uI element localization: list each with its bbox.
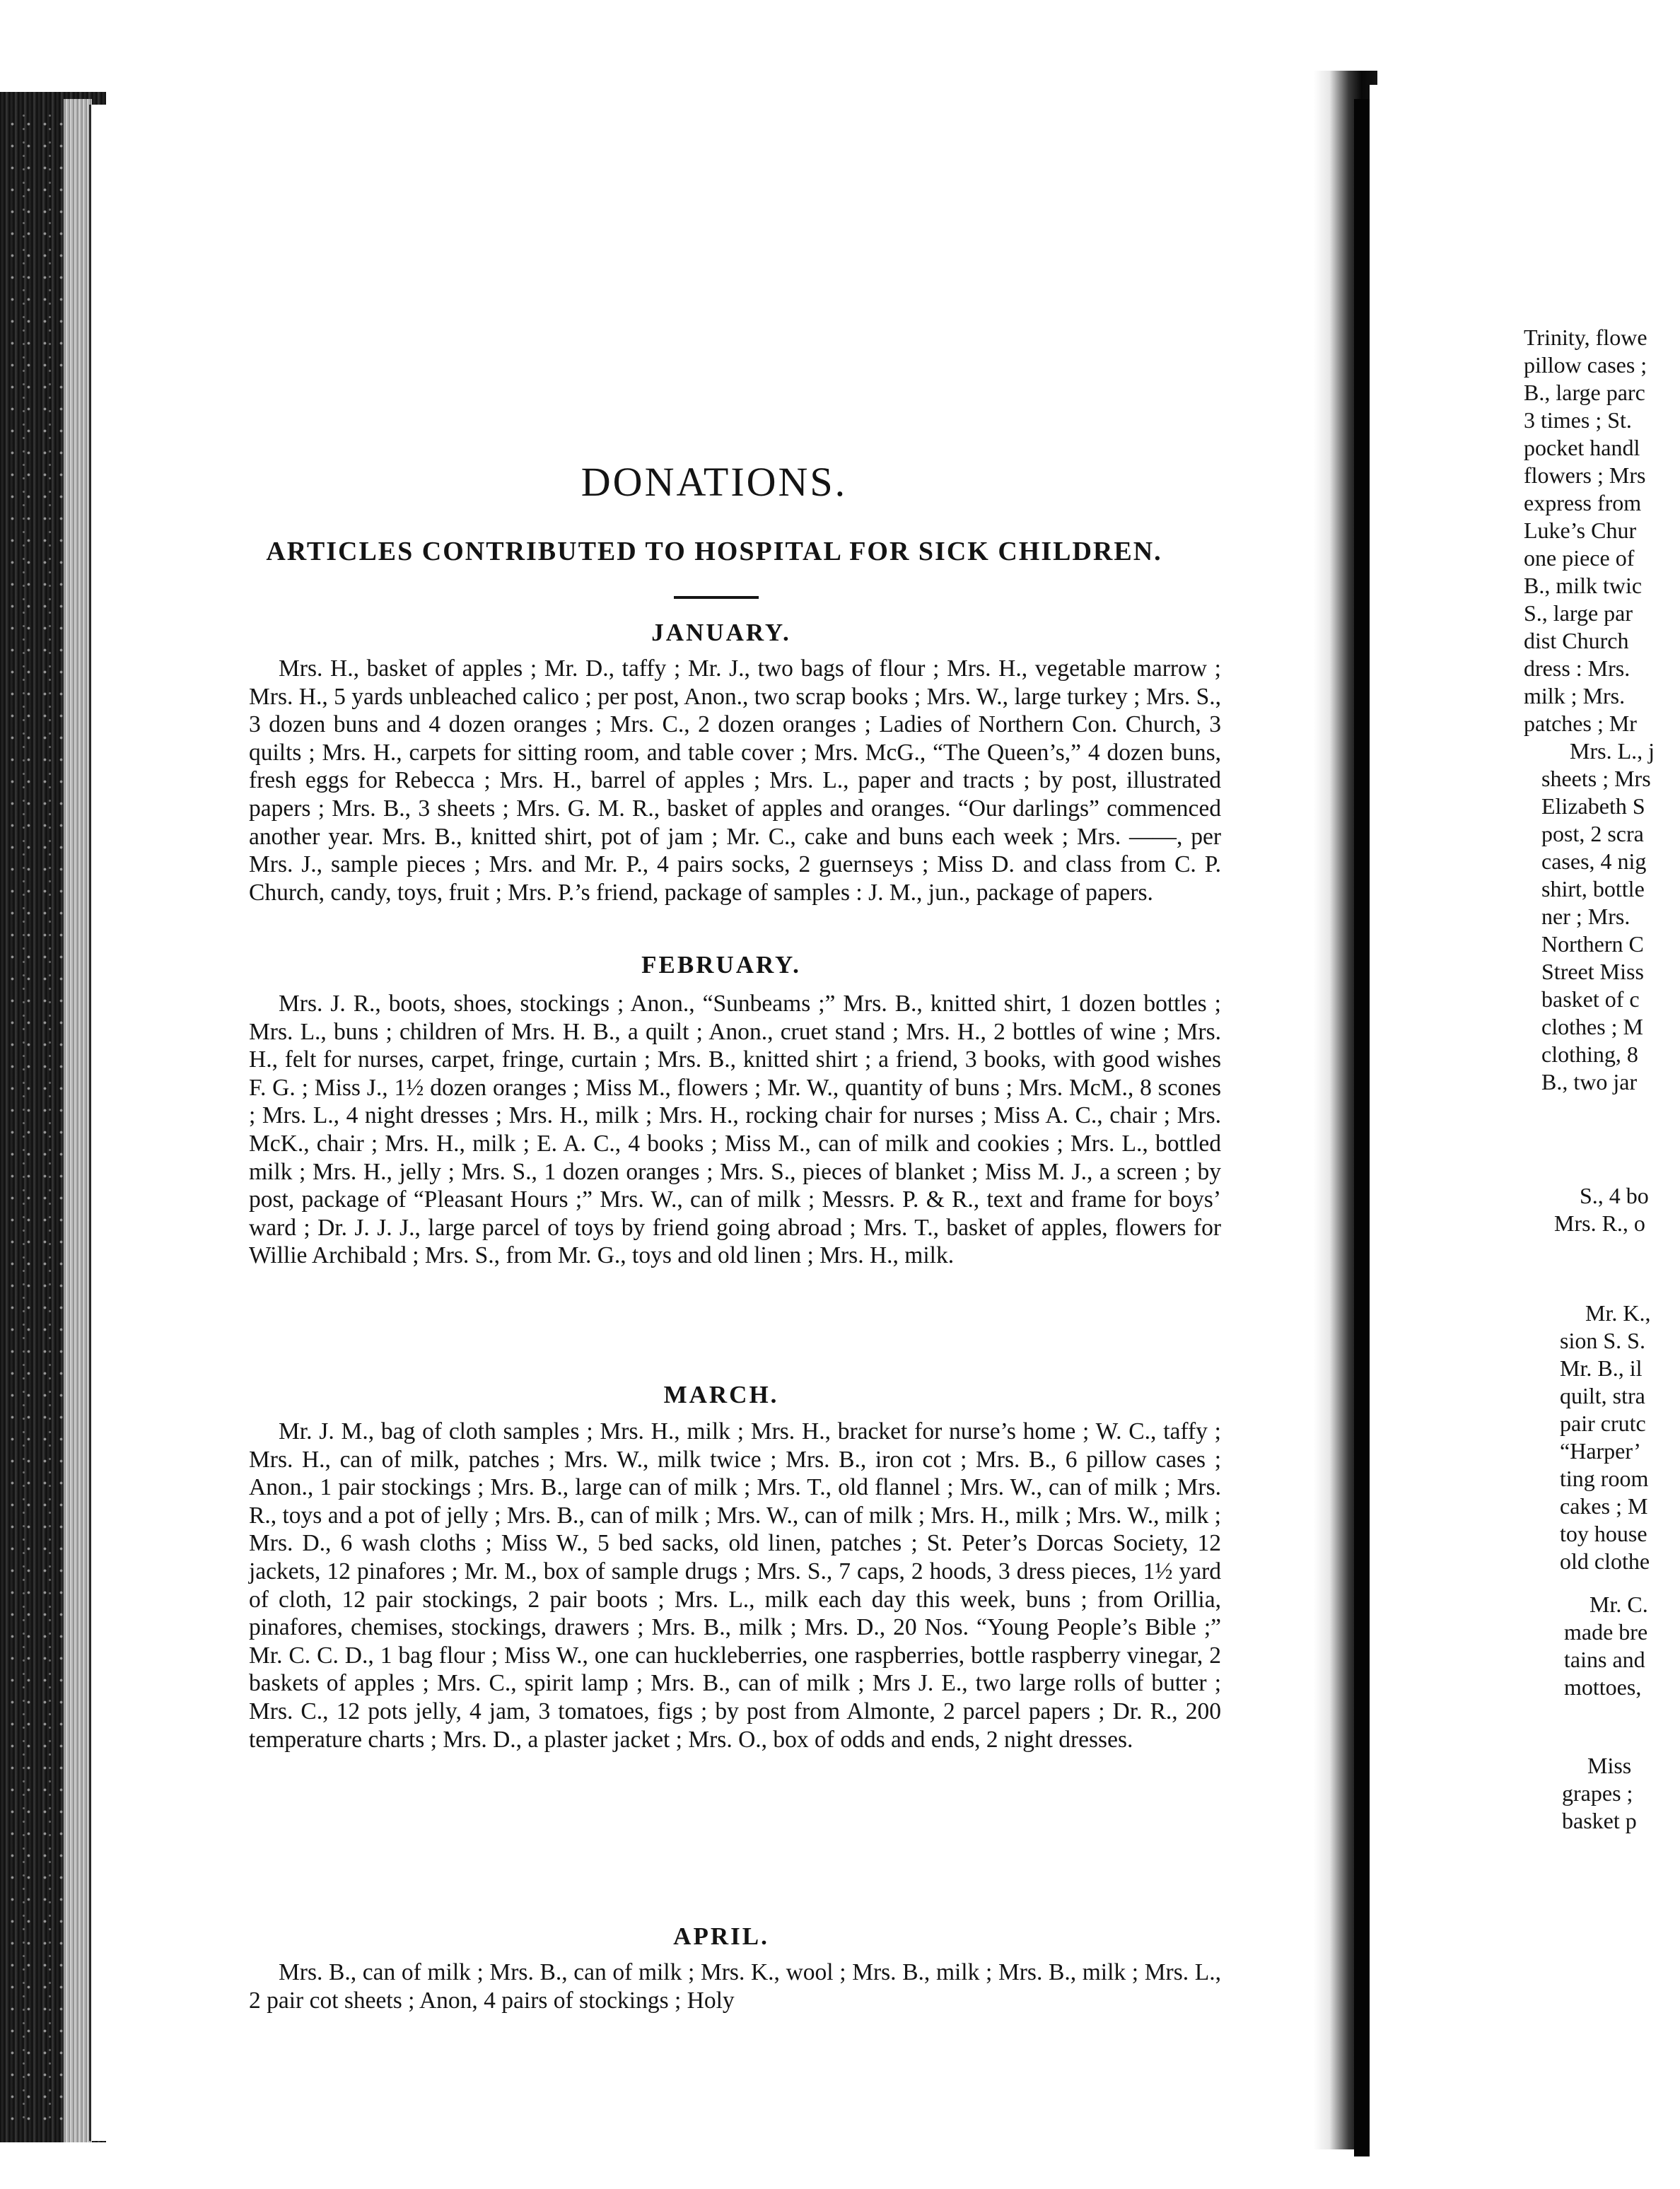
february-entries: Mrs. J. R., boots, shoes, stockings ; Anon., “Sunbeams ;” Mrs. B., knitted shirt, 1 dozen bottles ; Mrs. L., buns ; children of Mrs. H. B., a quilt ; Anon., cruet stand ; Mrs. H., 2 bottles of wine ; Mrs. H., felt for nurses, carpet, fringe, curtain ; Mrs. B., knitted shirt ; a friend, 3 books, with good wishes F. G. ; Miss J., 1½ dozen oranges ; Miss M., flowers ; Mr. W., quantity of buns ; Mrs. McM., 8 scones ; Mrs. L., 4 night dresses ; Mrs. H., milk ; Mrs. H., rocking chair for nurses ; Miss A. C., chair ; Mrs. McK., chair ; Mrs. H., milk ; E. A. C., 4 books ; Miss M., can of milk and cookies ; Mrs. L., bottled milk ; Mrs. H., jelly ; Mrs. S., 1 dozen oranges ; Mrs. S., pieces of blanket ; Miss M. J., a screen ; by post, package of “Pleasant Hours ;” Mrs. W., can of milk ; Messrs. P. & R., text and frame for boys’ ward ; Dr. J. J. J., large parcel of toys by friend going abroad ; Mrs. T., basket of apples, flowers for Willie Archibald ; Mrs. S., from Mr. G., toys and old linen ; Mrs. H., milk. <box>249 991 1221 1269</box>
right-page-line: B., milk twic <box>1524 573 1643 598</box>
month-heading-april: APRIL. <box>673 1922 769 1950</box>
title-rule <box>674 596 759 599</box>
right-page-line: B., large parc <box>1524 380 1645 405</box>
month-heading-march: MARCH. <box>663 1381 779 1408</box>
gutter-fold <box>1354 99 1370 2156</box>
right-page-line: made bre <box>1564 1619 1648 1645</box>
right-page-line: 3 times ; St. <box>1524 407 1632 433</box>
right-page-line: flowers ; Mrs <box>1524 462 1646 488</box>
page-subtitle: ARTICLES CONTRIBUTED TO HOSPITAL FOR SICK CHILDREN. <box>266 537 1162 566</box>
right-page-line: patches ; Mr <box>1524 711 1637 736</box>
month-heading-february: FEBRUARY. <box>641 951 801 979</box>
spine-texture <box>4 113 68 2121</box>
right-page-line: Mrs. L., j <box>1570 738 1655 764</box>
right-page-line: Miss <box>1587 1753 1632 1778</box>
right-page-line: clothes ; M <box>1541 1014 1643 1039</box>
right-page-line: Luke’s Chur <box>1524 518 1637 543</box>
right-page-line: Mr. K., <box>1585 1300 1651 1326</box>
right-page-line: Mr. B., il <box>1560 1355 1643 1381</box>
right-page-line: shirt, bottle <box>1541 876 1645 901</box>
right-page-line: Northern C <box>1541 931 1644 957</box>
right-page-line: one piece of <box>1524 545 1635 571</box>
right-page-line: B., two jar <box>1541 1069 1638 1094</box>
right-page-line: sheets ; Mrs <box>1541 766 1651 791</box>
right-page-line: S., large par <box>1524 600 1633 626</box>
month-heading-january: JANUARY. <box>651 619 791 646</box>
right-page-line: milk ; Mrs. <box>1524 683 1626 708</box>
right-page-line: Street Miss <box>1541 959 1644 984</box>
right-page-line: Mr. C. <box>1589 1592 1648 1617</box>
right-page-line: clothing, 8 <box>1541 1041 1638 1067</box>
january-entries: Mrs. H., basket of apples ; Mr. D., taffy ; Mr. J., two bags of flour ; Mrs. H., vegetable marrow ; Mrs. H., 5 yards unbleached calico ; per post, Anon., two scrap books ; Mrs. W., large turkey ; Mrs. S., 3 dozen buns and 4 dozen oranges ; Mrs. C., 2 dozen oranges ; Ladies of Northern Con. Church, 3 quilts ; Mrs. H., carpets for sitting room, and table cover ; Mrs. McG., “The Queen’s,” 4 dozen buns, fresh eggs for Rebecca ; Mrs. H., barrel of apples ; Mrs. L., paper and tracts ; by post, illustrated papers ; Mrs. B., 3 sheets ; Mrs. G. M. R., basket of apples and oranges. “Our darlings” commenced another year. Mrs. B., knitted shirt, pot of jam ; Mr. C., cake and buns each week ; Mrs. ——, per Mrs. J., sample pieces ; Mrs. and Mr. P., 4 pairs socks, 2 guernseys ; Miss D. and class from C. P. Church, candy, toys, fruit ; Mrs. P.’s friend, package of samples : J. M., jun., package of papers. <box>249 655 1221 906</box>
page-title: DONATIONS. <box>581 459 848 505</box>
right-page-line: basket of c <box>1541 986 1640 1012</box>
right-page-line: pillow cases ; <box>1524 352 1647 378</box>
right-page-line: tains and <box>1564 1647 1645 1672</box>
right-page-line: dress : Mrs. <box>1524 655 1631 681</box>
right-page-line: Elizabeth S <box>1541 793 1645 819</box>
right-page-line: dist Church <box>1524 628 1629 653</box>
right-page-line: sion S. S. <box>1560 1328 1645 1353</box>
right-page-line: old clothe <box>1560 1548 1650 1574</box>
april-entries: Mrs. B., can of milk ; Mrs. B., can of milk ; Mrs. K., wool ; Mrs. B., milk ; Mrs. B., milk ; Mrs. L., 2 pair cot sheets ; Anon, 4 pairs of stockings ; Holy <box>249 1959 1221 2014</box>
right-page-line: pocket handl <box>1524 435 1640 460</box>
right-page-line: Trinity, flowe <box>1524 325 1647 350</box>
right-page-line: basket p <box>1562 1808 1637 1833</box>
right-page-line: ner ; Mrs. <box>1541 904 1631 929</box>
right-page-line: cases, 4 nig <box>1541 848 1647 874</box>
right-page-line: ting room <box>1560 1466 1649 1491</box>
march-entries: Mr. J. M., bag of cloth samples ; Mrs. H., milk ; Mrs. H., bracket for nurse’s home ; W. C., taffy ; Mrs. H., can of milk, patches ; Mrs. W., milk twice ; Mrs. B., iron cot ; Mrs. B., 6 pillow cases ; Anon., 1 pair stockings ; Mrs. B., large can of milk ; Mrs. T., old flannel ; Mrs. W., can of milk ; Mrs. R., toys and a pot of jelly ; Mrs. B., can of milk ; Mrs. W., can of milk ; Mrs. H., milk ; Mrs. W., milk ; Mrs. D., 6 wash cloths ; Miss W., 5 bed sacks, old linen, patches ; St. Peter’s Dorcas Society, 12 jackets, 12 pinafores ; Mr. M., box of sample drugs ; Mrs. S., 7 caps, 2 hoods, 3 dress pieces, 1½ yard of cloth, 12 pair stockings, 2 pair boots ; Mrs. L., milk each day this week, buns ; from Orillia, pinafores, chemises, stockings, drawers ; Mrs. B., milk ; Mrs. D., 20 Nos. “Young People’s Bible ;” Mr. C. C. D., 1 bag flour ; Miss W., one can huckleberries, one raspberries, bottle raspberry vinegar, 2 baskets of apples ; Mrs. C., spirit lamp ; Mrs. B., can of milk ; Mrs J. E., two large rolls of butter ; Mrs. C., 12 pots jelly, 4 jam, 3 tomatoes, figs ; by post from Almonte, 2 parcel papers ; Dr. R., 200 temperature charts ; Mrs. D., a plaster jacket ; Mrs. O., box of odds and ends, 2 night dresses. <box>249 1418 1221 1753</box>
page-edges <box>64 99 92 2142</box>
right-page-line: quilt, stra <box>1560 1383 1645 1408</box>
right-page-line: toy house <box>1560 1521 1647 1546</box>
right-page-line: Mrs. R., o <box>1554 1210 1645 1236</box>
right-page-line: express from <box>1524 490 1642 515</box>
right-page-line: post, 2 scra <box>1541 821 1644 846</box>
right-page-line: grapes ; <box>1562 1780 1633 1806</box>
right-page-line: S., 4 bo <box>1580 1183 1649 1208</box>
right-page-line: mottoes, <box>1564 1674 1642 1700</box>
right-page-line: “Harper’ <box>1560 1438 1641 1464</box>
right-page-line: pair crutc <box>1560 1411 1646 1436</box>
right-page-line: cakes ; M <box>1560 1493 1648 1519</box>
